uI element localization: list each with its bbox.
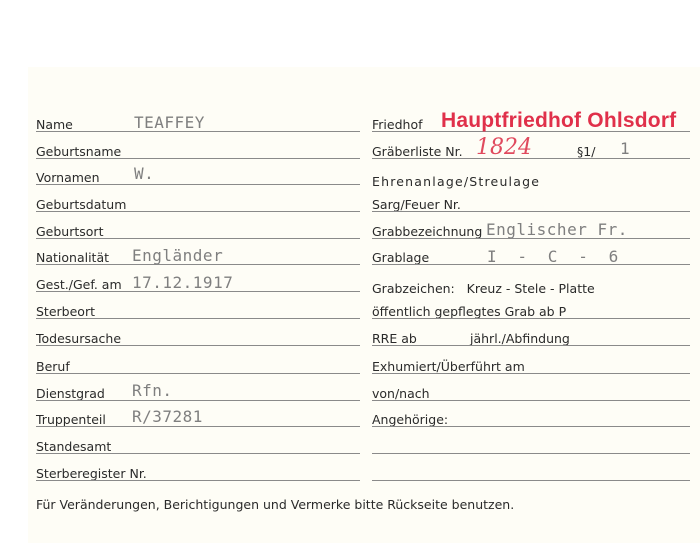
- label-ehrenanlage: Ehrenanlage/Streulage: [372, 174, 541, 189]
- rule-left-8: [36, 318, 360, 319]
- label-dienstgrad: Dienstgrad: [36, 386, 105, 401]
- label-graeberliste: Gräberliste Nr.: [372, 144, 463, 159]
- value-truppenteil: R/37281: [132, 407, 203, 426]
- value-graeberliste-handwritten: 1824: [476, 135, 532, 160]
- rule-left-4: [36, 211, 360, 212]
- label-exhumiert: Exhumiert/Überführt am: [372, 359, 525, 374]
- rule-left-5: [36, 238, 360, 239]
- rule-right-8: [372, 318, 690, 319]
- label-vonnach: von/nach: [372, 386, 430, 401]
- label-rre: RRE ab: [372, 331, 417, 346]
- label-geburtsdatum: Geburtsdatum: [36, 197, 127, 212]
- value-friedhof-stamp: Hauptfriedhof Ohlsdorf: [441, 109, 677, 132]
- rule-left-11: [36, 400, 360, 401]
- label-vornamen: Vornamen: [36, 170, 100, 185]
- rule-left-3: [36, 184, 360, 185]
- value-nationalitaet: Engländer: [132, 246, 224, 265]
- rule-left-13: [36, 453, 360, 454]
- label-todesursache: Todesursache: [36, 331, 122, 346]
- label-paragraph: §1/: [577, 144, 596, 159]
- label-jaehrl: jährl./Abfindung: [470, 331, 570, 346]
- rule-right-11: [372, 400, 690, 401]
- footer-note: Für Veränderungen, Berichtigungen und Vermerke bitte Rückseite benutzen.: [36, 497, 515, 512]
- label-geburtsname: Geburtsname: [36, 144, 122, 159]
- rule-right-4: [372, 211, 690, 212]
- rule-left-9: [36, 345, 360, 346]
- value-vornamen: W.: [134, 164, 155, 183]
- rule-left-2: [36, 158, 360, 159]
- rule-left-14: [36, 480, 360, 481]
- value-dienstgrad: Rfn.: [132, 381, 173, 400]
- label-grabzeichen: Grabzeichen: Kreuz - Stele - Platte: [372, 281, 595, 296]
- rule-left-10: [36, 373, 360, 374]
- value-gest-gef: 17.12.1917: [132, 273, 234, 292]
- rule-right-9: [372, 345, 690, 346]
- label-name: Name: [36, 117, 73, 132]
- value-grablage: I - C - 6: [487, 247, 619, 266]
- rule-right-13: [372, 453, 690, 454]
- label-grablage: Grablage: [372, 250, 430, 265]
- rule-right-10: [372, 373, 690, 374]
- label-gepflegt: öffentlich gepflegtes Grab ab P: [372, 304, 567, 319]
- label-sterberegister: Sterberegister Nr.: [36, 466, 147, 481]
- value-paragraph: 1: [620, 139, 631, 158]
- label-grabbezeichnung: Grabbezeichnung: [372, 224, 483, 239]
- rule-right-14: [372, 480, 690, 481]
- rule-right-12: [372, 426, 690, 427]
- label-sterbeort: Sterbeort: [36, 304, 95, 319]
- label-geburtsort: Geburtsort: [36, 224, 104, 239]
- record-card: [28, 67, 700, 543]
- label-beruf: Beruf: [36, 359, 70, 374]
- label-truppenteil: Truppenteil: [36, 412, 106, 427]
- label-sarg: Sarg/Feuer Nr.: [372, 197, 461, 212]
- rule-left-12: [36, 426, 360, 427]
- label-nationalitaet: Nationalität: [36, 250, 110, 265]
- label-gest-gef: Gest./Gef. am: [36, 277, 122, 292]
- value-name: TEAFFEY: [134, 113, 205, 132]
- label-angehoerige: Angehörige:: [372, 412, 449, 427]
- label-standesamt: Standesamt: [36, 439, 112, 454]
- value-grabbezeichnung: Englischer Fr.: [486, 220, 628, 239]
- label-friedhof: Friedhof: [372, 117, 423, 132]
